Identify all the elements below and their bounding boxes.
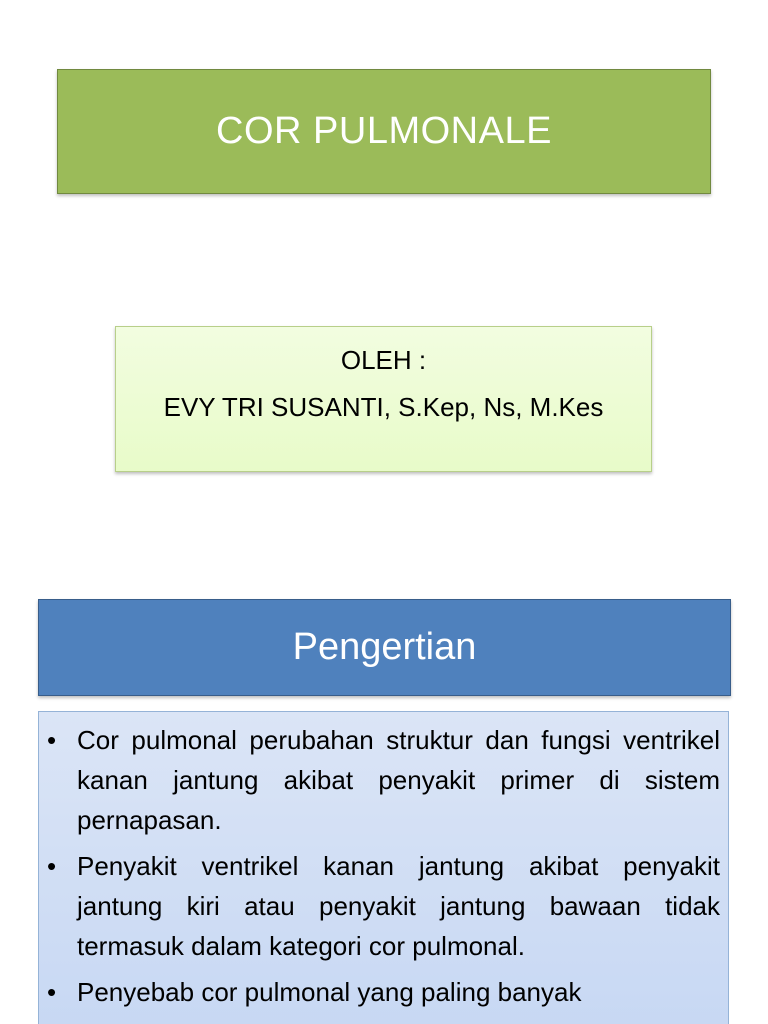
list-item [45, 720, 720, 840]
bullet-icon: • [47, 851, 57, 881]
section-header [38, 599, 731, 696]
slide-title: COR PULMONALE [216, 110, 552, 152]
author-name: EVY TRI SUSANTI, S.Kep, Ns, M.Kes [163, 392, 604, 422]
bullet-text: Penyakit ventrikel kanan jantung akibat penyakit jantung kiri atau penyakit jantung bawaan tidak termasuk dalam kategori cor pulmonal. [77, 851, 720, 961]
bullet-text: Cor pulmonal perubahan struktur dan fungsi ventrikel kanan jantung akibat penyakit primer di sistem pernapasan. [77, 725, 720, 835]
bullet-icon: • [47, 725, 57, 755]
author-box [115, 326, 652, 472]
author-label: OLEH : [340, 345, 427, 375]
title-banner [57, 69, 711, 194]
bullet-text: Penyebab cor pulmonal yang paling banyak [77, 977, 582, 1007]
list-item [45, 846, 720, 966]
content-box [38, 711, 729, 1024]
bullet-icon: • [47, 977, 57, 1007]
bullet-list [45, 720, 720, 1012]
section-title: Pengertian [292, 626, 477, 668]
list-item [45, 972, 720, 1012]
